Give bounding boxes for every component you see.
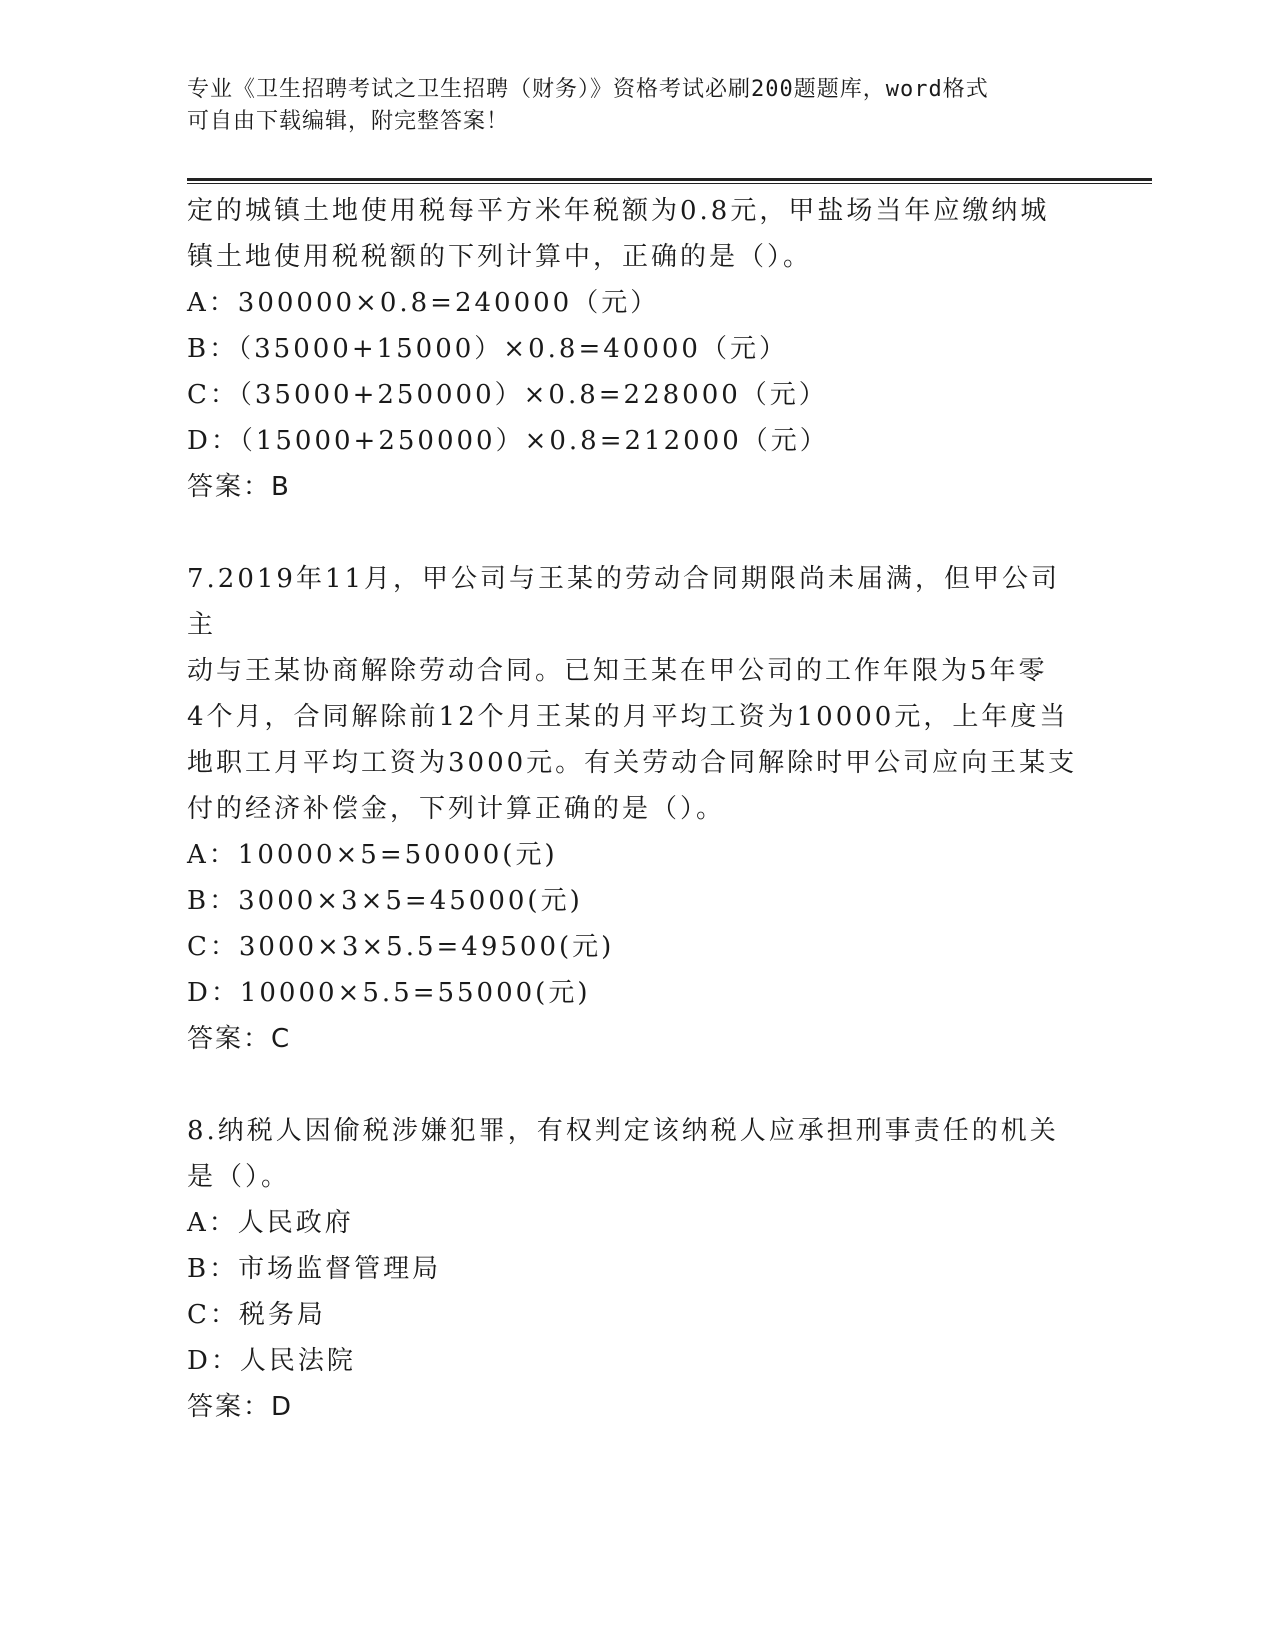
question-8 bbox=[187, 1108, 1087, 1430]
option-b: B：市场监督管理局 bbox=[187, 1254, 442, 1284]
question-stem-line: 4个月，合同解除前12个月王某的月平均工资为10000元，上年度当 bbox=[187, 702, 1069, 732]
question-stem-line: 8.纳税人因偷税涉嫌犯罪，有权判定该纳税人应承担刑事责任的机关 bbox=[187, 1116, 1059, 1146]
option-a: A：人民政府 bbox=[187, 1208, 354, 1238]
question-stem-line: 动与王某协商解除劳动合同。已知王某在甲公司的工作年限为5年零 bbox=[187, 656, 1048, 686]
option-d: D：人民法院 bbox=[187, 1346, 356, 1376]
option-a: A：300000×0.8=240000（元） bbox=[187, 288, 660, 318]
option-b: B：3000×3×5=45000(元) bbox=[187, 886, 583, 916]
document-body bbox=[187, 188, 1087, 1476]
option-c: C：3000×3×5.5=49500(元) bbox=[187, 932, 615, 962]
question-stem-line: 镇土地使用税税额的下列计算中，正确的是（）。 bbox=[187, 242, 813, 272]
question-stem-line: 付的经济补偿金，下列计算正确的是（）。 bbox=[187, 794, 726, 824]
question-stem-line: 定的城镇土地使用税每平方米年税额为0.8元，甲盐场当年应缴纳城 bbox=[187, 196, 1050, 226]
header-divider-thick bbox=[187, 178, 1152, 181]
question-7 bbox=[187, 556, 1087, 1062]
option-a: A：10000×5=50000(元) bbox=[187, 840, 558, 870]
document-header bbox=[187, 74, 1087, 138]
question-6 bbox=[187, 188, 1087, 510]
header-title-line-2: 可自由下载编辑，附完整答案！ bbox=[187, 109, 510, 134]
option-b: B：（35000+15000）×0.8=40000（元） bbox=[187, 334, 788, 364]
option-c: C：（35000+250000）×0.8=228000（元） bbox=[187, 380, 828, 410]
option-c: C：税务局 bbox=[187, 1300, 326, 1330]
question-stem-line: 是（）。 bbox=[187, 1162, 291, 1192]
option-d: D：（15000+250000）×0.8=212000（元） bbox=[187, 426, 829, 456]
answer-label: 答案：C bbox=[187, 1024, 292, 1054]
header-title-line-1: 专业《卫生招聘考试之卫生招聘（财务）》资格考试必刷200题题库，word格式 bbox=[187, 77, 989, 102]
answer-label: 答案：D bbox=[187, 1392, 294, 1422]
option-d: D：10000×5.5=55000(元) bbox=[187, 978, 591, 1008]
answer-label: 答案：B bbox=[187, 472, 291, 502]
question-stem-line: 地职工月平均工资为3000元。有关劳动合同解除时甲公司应向王某支 bbox=[187, 748, 1078, 778]
header-divider-thin bbox=[187, 183, 1152, 184]
question-stem-line: 7.2019年11月，甲公司与王某的劳动合同期限尚未届满，但甲公司主 bbox=[187, 564, 1061, 640]
